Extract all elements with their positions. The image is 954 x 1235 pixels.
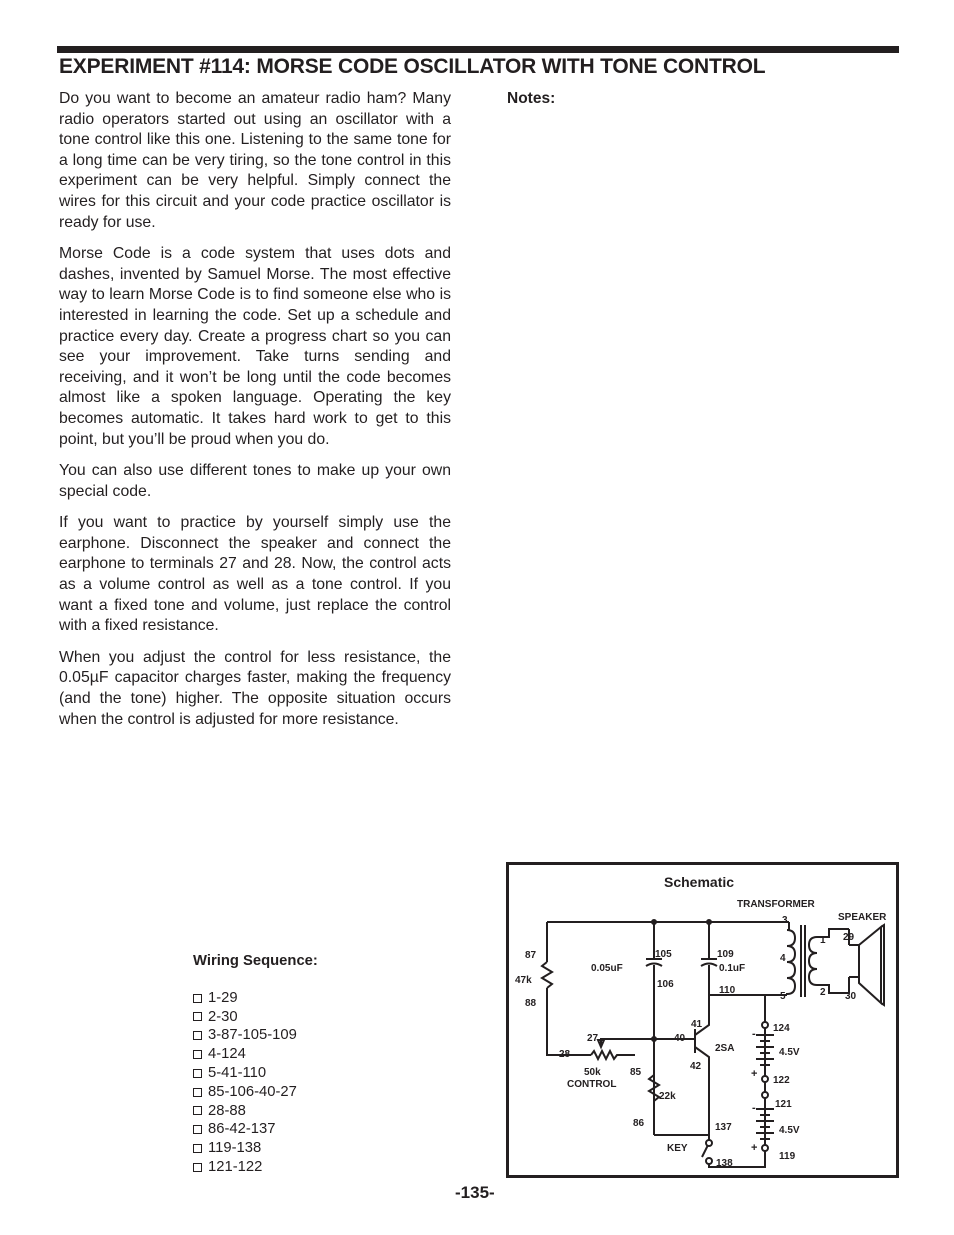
label-22k: 22k <box>659 1091 676 1102</box>
label-control: CONTROL <box>567 1079 617 1090</box>
label-42: 42 <box>690 1061 702 1072</box>
wiring-heading: Wiring Sequence: <box>193 953 318 969</box>
label-transformer: TRANSFORMER <box>737 899 815 910</box>
body-text <box>59 89 451 741</box>
capacitor-01-icon <box>701 922 787 995</box>
wiring-sequence <box>193 952 318 1177</box>
label-2: 2 <box>820 987 826 998</box>
wiring-item <box>193 989 318 1008</box>
checkbox-icon[interactable] <box>193 1012 202 1021</box>
wiring-item <box>193 1083 318 1102</box>
label-5: 5 <box>780 991 786 1002</box>
label-110: 110 <box>719 985 736 996</box>
label-005uf: 0.05uF <box>591 963 623 974</box>
wiring-item-label: 119-138 <box>208 1140 262 1157</box>
checkbox-icon[interactable] <box>193 1088 202 1097</box>
label-2sa: 2SA <box>715 1043 735 1054</box>
label-1: 1 <box>820 935 826 946</box>
label-105: 105 <box>655 949 672 960</box>
schematic-title: Schematic <box>664 874 735 890</box>
page-number: -135- <box>455 1183 495 1202</box>
paragraph: You can also use different tones to make up your own special code. <box>59 462 451 500</box>
wiring-item <box>193 1102 318 1121</box>
label-minus-2: - <box>752 1102 756 1114</box>
potentiometer-icon <box>591 1051 635 1059</box>
label-speaker: SPEAKER <box>838 912 887 923</box>
wiring-item-label: 3-87-105-109 <box>208 1027 297 1044</box>
transformer-core <box>801 925 805 997</box>
checkbox-icon[interactable] <box>193 1031 202 1040</box>
page-title: EXPERIMENT #114: MORSE CODE OSCILLATOR WITH TONE CONTROL <box>59 55 766 78</box>
checkbox-icon[interactable] <box>193 1050 202 1059</box>
label-40: 40 <box>674 1033 686 1044</box>
notes-label: Notes: <box>507 90 556 107</box>
label-41: 41 <box>691 1019 703 1030</box>
label-key: KEY <box>667 1143 688 1154</box>
wiring-item <box>193 1120 318 1139</box>
wiring-item-label: 86-42-137 <box>208 1121 276 1138</box>
wiring-item <box>193 1158 318 1177</box>
checkbox-icon[interactable] <box>193 1106 202 1115</box>
label-109: 109 <box>717 949 734 960</box>
label-47k: 47k <box>515 975 532 986</box>
checkbox-icon[interactable] <box>193 1144 202 1153</box>
label-01uf: 0.1uF <box>719 963 746 974</box>
label-85: 85 <box>630 1067 642 1078</box>
label-137: 137 <box>715 1122 732 1133</box>
label-v2: 4.5V <box>779 1125 800 1136</box>
paragraph: If you want to practice by yourself simply use the earphone. Disconnect the speaker and connect the earphone to terminals 27 and 28. Now, the control acts as a volume control as well as a tone control. If you want a fixed tone and volume, just replace the control with a fixed resistance. <box>59 514 451 635</box>
wiring-item-label: 5-41-110 <box>208 1064 267 1081</box>
wiring-item-label: 1-29 <box>208 989 238 1006</box>
label-121: 121 <box>775 1099 792 1110</box>
label-plus-1: + <box>751 1068 758 1080</box>
label-v1: 4.5V <box>779 1047 800 1058</box>
title-rule <box>57 46 899 53</box>
checkbox-icon[interactable] <box>193 1125 202 1134</box>
checkbox-icon[interactable] <box>193 994 202 1003</box>
label-3: 3 <box>782 915 788 926</box>
wiring-item-label: 85-106-40-27 <box>208 1083 297 1100</box>
speaker-icon <box>859 925 884 1005</box>
wiring-list <box>193 989 318 1177</box>
label-106: 106 <box>657 979 674 990</box>
paragraph: Morse Code is a code system that uses dots and dashes, invented by Samuel Morse. The most effective way to learn Morse Code is to find someone else who is interested in learning the code. Set up a schedule and practice every day. Create a progress chart so you can see your improvement. Take turns sending and receiving, and it won’t be long until the code becomes almost like a spoken language. Operating the key becomes automatic. It takes hard work to get to this point, but you’ll be proud when you do. <box>59 245 451 448</box>
wiring-item-label: 2-30 <box>208 1008 238 1025</box>
label-plus-2: + <box>751 1142 758 1154</box>
label-50k: 50k <box>584 1067 601 1078</box>
label-minus-1: - <box>752 1028 756 1040</box>
label-27: 27 <box>587 1033 599 1044</box>
schematic-diagram <box>509 865 896 1175</box>
schematic-panel <box>506 862 899 1178</box>
transformer-primary-icon <box>787 922 795 995</box>
label-138: 138 <box>716 1158 733 1169</box>
label-119: 119 <box>779 1151 796 1162</box>
label-122: 122 <box>773 1075 790 1086</box>
checkbox-icon[interactable] <box>193 1163 202 1172</box>
wiring-item-label: 28-88 <box>208 1102 246 1119</box>
wiring-item <box>193 1045 318 1064</box>
label-29: 29 <box>843 932 855 943</box>
wiring-item-label: 121-122 <box>208 1158 263 1175</box>
label-86: 86 <box>633 1118 645 1129</box>
label-30: 30 <box>845 991 857 1002</box>
pot-wiper <box>598 1039 653 1047</box>
wiring-item-label: 4-124 <box>208 1046 246 1063</box>
label-124: 124 <box>773 1023 790 1034</box>
paragraph: Do you want to become an amateur radio ham? Many radio operators started out using an oscillator with a tone control like this one. Listening to the same tone for a long time can be very tiring, so the tone control in this experiment can be very helpful. Simply connect the wires for this circuit and your code practice oscillator is ready for use. <box>59 90 451 231</box>
label-87: 87 <box>525 950 537 961</box>
resistor-47k-icon <box>542 922 591 1055</box>
checkbox-icon[interactable] <box>193 1069 202 1078</box>
label-28: 28 <box>559 1049 571 1060</box>
wiring-item <box>193 1064 318 1083</box>
paragraph: When you adjust the control for less resistance, the 0.05µF capacitor charges faster, making the frequency (and the tone) higher. The opposite situation occurs when the control is adjusted for more resistance. <box>59 648 451 728</box>
wiring-item <box>193 1139 318 1158</box>
wiring-item <box>193 1026 318 1045</box>
label-4: 4 <box>780 953 786 964</box>
label-88: 88 <box>525 998 537 1009</box>
wiring-item <box>193 1008 318 1027</box>
